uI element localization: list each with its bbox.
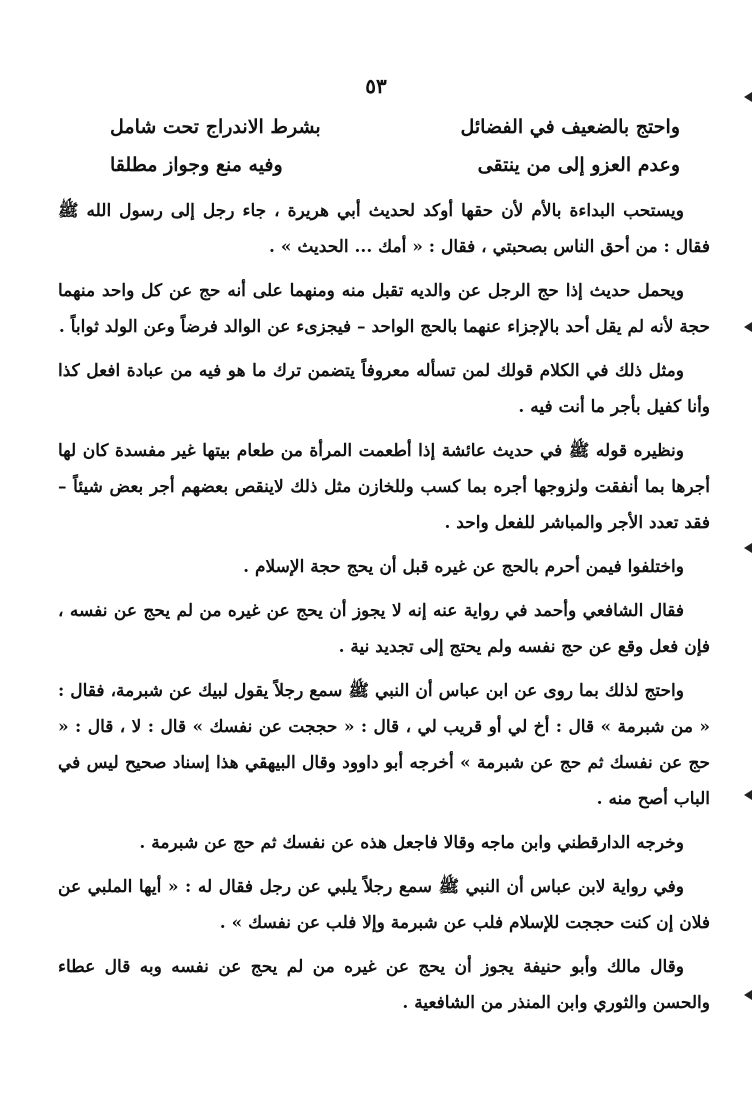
body-text <box>58 193 710 1029</box>
page-edge-mark <box>744 990 752 1000</box>
paragraph: ونظيره قوله ﷺ في حديث عائشة إذا أطعمت المرأة من طعام بيتها غير مفسدة كان لها أجرها بما أنفقت ولزوجها أجره بما كسب وللخازن مثل ذلك لاينقص بعضهم أجر بعض شيئاً – فقد تعدد الأجر والمباشر للفعل واحد . <box>58 441 710 533</box>
paragraph: ويحمل حديث إذا حج الرجل عن والديه تقبل منه ومنهما على أنه حج عن كل واحد منهما حجة لأنه لم يقل أحد بالإجزاء عنهما بالحج الواحد – فيجزىء عن الوالد فرضاً وعن الولد ثواباً . <box>58 281 710 337</box>
verse-second-hemistich: وفيه منع وجواز مطلقا <box>110 154 283 176</box>
paragraph: وقال مالك وأبو حنيفة يجوز أن يحج عن غيره من لم يحج عن نفسه وبه قال عطاء والحسن والثوري وابن المنذر من الشافعية . <box>58 957 710 1013</box>
paragraph: وفي رواية لابن عباس أن النبي ﷺ سمع رجلاً يلبي عن رجل فقال له : « أيها الملبي عن فلان إن كنت حججت للإسلام فلب عن شبرمة وإلا فلب عن نفسك » . <box>58 877 710 933</box>
paragraph: ومثل ذلك في الكلام قولك لمن تسأله معروفاً يتضمن ترك ما هو فيه من عبادة افعل كذا وأنا كفيل بأجر ما أنت فيه . <box>58 361 710 417</box>
verse-first-hemistich: وعدم العزو إلى من ينتقى <box>477 154 680 176</box>
verse-first-hemistich: واحتج بالضعيف في الفضائل <box>460 116 680 138</box>
verse-line <box>110 116 680 154</box>
verse-line <box>110 154 680 192</box>
poem-verses <box>110 116 680 192</box>
page-edge-mark <box>744 543 752 553</box>
paragraph: واختلفوا فيمن أحرم بالحج عن غيره قبل أن يحج حجة الإسلام . <box>243 557 684 577</box>
paragraph: ويستحب البداءة بالأم لأن حقها أوكد لحديث أبي هريرة ، جاء رجل إلى رسول الله ﷺ فقال : من أحق الناس بصحبتي ، فقال : « أمك ... الحديث » . <box>58 201 710 257</box>
paragraph: فقال الشافعي وأحمد في رواية عنه إنه لا يجوز أن يحج عن غيره من لم يحج عن نفسه ، فإن فعل وقع عن حج نفسه ولم يحتج إلى تجديد نية . <box>58 601 710 657</box>
page-edge-mark <box>744 322 752 332</box>
page-edge-mark <box>744 790 752 800</box>
verse-second-hemistich: بشرط الاندراج تحت شامل <box>110 116 321 138</box>
page-number: ٥٣ <box>365 74 387 98</box>
paragraph: واحتج لذلك بما روى عن ابن عباس أن النبي ﷺ سمع رجلاً يقول لبيك عن شبرمة، فقال : « من شبرمة » قال : أخ لي أو قريب لي ، قال : « حججت عن نفسك » قال : لا ، قال : « حج عن نفسك ثم حج عن شبرمة » أخرجه أبو داوود وقال البيهقي هذا إسناد صحيح ليس في الباب أصح منه . <box>58 681 710 809</box>
paragraph: وخرجه الدارقطني وابن ماجه وقالا فاجعل هذه عن نفسك ثم حج عن شبرمة . <box>139 833 684 853</box>
